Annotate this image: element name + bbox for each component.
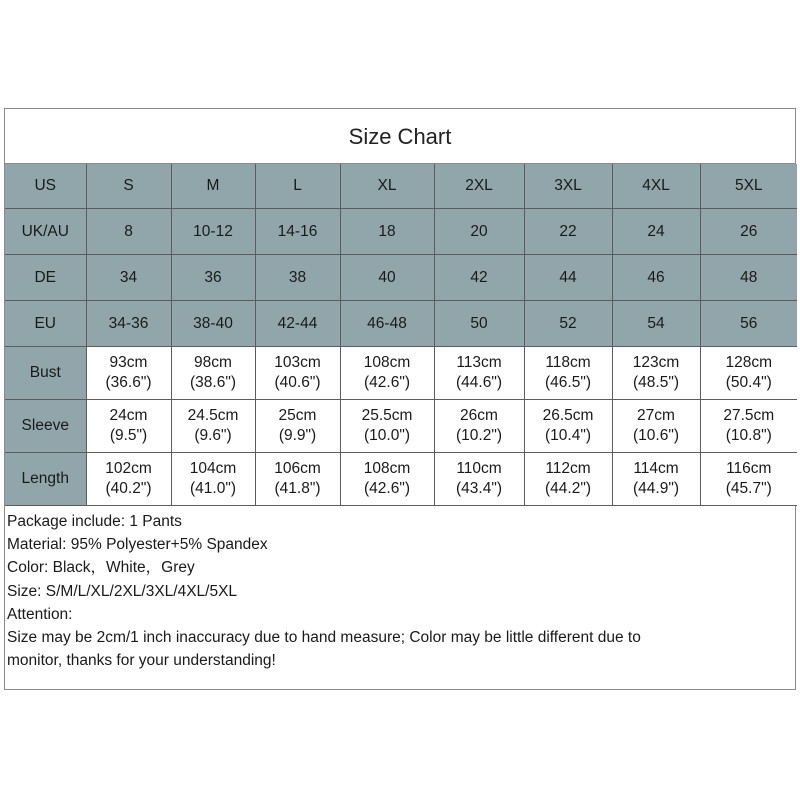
inch-value: (10.6") — [633, 427, 679, 444]
cm-value: 26cm — [460, 407, 498, 424]
row-label: UK/AU — [5, 209, 86, 255]
table-cell — [524, 453, 612, 506]
table-cell: 34 — [86, 255, 171, 301]
table-cell — [700, 347, 797, 400]
cm-value: 104cm — [189, 460, 237, 477]
table-row-sleeve — [5, 400, 797, 453]
table-cell — [255, 453, 340, 506]
cm-value: 128cm — [725, 354, 773, 371]
table-cell — [612, 347, 700, 400]
row-label: EU — [5, 301, 86, 347]
table-cell: M — [171, 164, 255, 209]
inch-value: (43.4") — [456, 480, 502, 497]
table-cell — [524, 400, 612, 453]
table-cell: 14-16 — [255, 209, 340, 255]
table-cell: 4XL — [612, 164, 700, 209]
table-cell: 50 — [434, 301, 524, 347]
table-cell: 36 — [171, 255, 255, 301]
table-cell — [86, 347, 171, 400]
table-row-bust — [5, 347, 797, 400]
table-cell: 54 — [612, 301, 700, 347]
inch-value: (40.2") — [105, 480, 152, 497]
cm-value: 108cm — [363, 460, 411, 477]
table-cell: 42 — [434, 255, 524, 301]
row-label: DE — [5, 255, 86, 301]
cm-value: 106cm — [274, 460, 321, 477]
cm-value: 24.5cm — [187, 407, 239, 424]
cm-value: 113cm — [456, 354, 502, 371]
table-cell — [171, 453, 255, 506]
table-cell: 20 — [434, 209, 524, 255]
inch-value: (44.6") — [456, 374, 502, 391]
cm-value: 108cm — [363, 354, 411, 371]
inch-value: (44.2") — [545, 480, 591, 497]
cm-value: 27cm — [637, 407, 675, 424]
note-size: Size: S/M/L/XL/2XL/3XL/4XL/5XL — [7, 582, 238, 600]
table-cell — [434, 453, 524, 506]
inch-value: (46.5") — [545, 374, 591, 391]
cm-value: 26.5cm — [542, 407, 594, 424]
table-cell — [340, 400, 434, 453]
note-attention-line-2: monitor, thanks for your understanding! — [7, 652, 276, 670]
cm-value: 110cm — [456, 460, 502, 477]
table-cell: 24 — [612, 209, 700, 255]
table-cell — [86, 400, 171, 453]
chart-title: Size Chart — [5, 109, 795, 164]
table-cell — [612, 400, 700, 453]
note-package: Package include: 1 Pants — [7, 513, 182, 530]
table-row-uk-au — [5, 209, 797, 255]
table-row-us — [5, 164, 797, 209]
cm-value: 118cm — [545, 354, 591, 371]
inch-value: (36.6") — [105, 374, 152, 391]
table-cell: 44 — [524, 255, 612, 301]
cm-value: 25.5cm — [361, 407, 413, 424]
table-row-length — [5, 453, 797, 506]
table-cell: 52 — [524, 301, 612, 347]
cm-value: 116cm — [726, 460, 772, 477]
inch-value: (10.8") — [725, 427, 772, 444]
table-cell — [340, 347, 434, 400]
table-cell: 56 — [700, 301, 797, 347]
table-row-eu — [5, 301, 797, 347]
note-color: Color: Black，White，Grey — [7, 559, 195, 577]
table-cell: S — [86, 164, 171, 209]
cm-value: 24cm — [109, 407, 148, 424]
inch-value: (9.9") — [278, 427, 317, 444]
inch-value: (10.2") — [456, 427, 502, 444]
table-cell: 38-40 — [171, 301, 255, 347]
inch-value: (42.6") — [364, 480, 410, 497]
product-notes — [5, 506, 795, 672]
inch-value: (48.5") — [633, 374, 679, 391]
table-cell: 5XL — [700, 164, 797, 209]
inch-value: (9.5") — [109, 427, 148, 444]
row-label: Length — [5, 453, 86, 506]
row-label: US — [5, 164, 86, 209]
table-cell — [171, 347, 255, 400]
inch-value: (38.6") — [190, 374, 236, 391]
table-cell — [524, 347, 612, 400]
inch-value: (45.7") — [725, 480, 772, 497]
size-table — [5, 164, 797, 506]
table-cell: 38 — [255, 255, 340, 301]
table-cell: 40 — [340, 255, 434, 301]
table-cell — [612, 453, 700, 506]
table-cell: 48 — [700, 255, 797, 301]
inch-value: (41.0") — [190, 480, 236, 497]
inch-value: (50.4") — [725, 374, 772, 391]
inch-value: (10.4") — [545, 427, 591, 444]
note-material: Material: 95% Polyester+5% Spandex — [7, 536, 268, 554]
table-cell: 2XL — [434, 164, 524, 209]
table-cell: L — [255, 164, 340, 209]
inch-value: (10.0") — [364, 427, 410, 444]
inch-value: (41.8") — [274, 480, 321, 497]
table-cell — [700, 400, 797, 453]
table-cell: XL — [340, 164, 434, 209]
table-cell: 34-36 — [86, 301, 171, 347]
cm-value: 123cm — [632, 354, 680, 371]
table-cell — [434, 347, 524, 400]
cm-value: 98cm — [194, 354, 232, 371]
table-cell: 10-12 — [171, 209, 255, 255]
cm-value: 27.5cm — [723, 407, 775, 424]
row-label: Bust — [5, 347, 86, 400]
note-attention-heading: Attention: — [7, 605, 73, 623]
row-label: Sleeve — [5, 400, 86, 453]
table-cell — [255, 347, 340, 400]
table-row-de — [5, 255, 797, 301]
table-cell: 3XL — [524, 164, 612, 209]
table-cell — [434, 400, 524, 453]
inch-value: (44.9") — [633, 480, 679, 497]
table-cell: 18 — [340, 209, 434, 255]
size-chart-sheet — [4, 108, 796, 690]
table-cell — [171, 400, 255, 453]
note-attention-line-1: Size may be 2cm/1 inch inaccuracy due to hand measure; Color may be little different due to — [7, 629, 641, 647]
table-cell — [340, 453, 434, 506]
inch-value: (40.6") — [274, 374, 321, 391]
table-cell — [86, 453, 171, 506]
inch-value: (42.6") — [364, 374, 410, 391]
cm-value: 103cm — [274, 354, 321, 371]
table-cell — [700, 453, 797, 506]
cm-value: 102cm — [105, 460, 152, 477]
cm-value: 112cm — [545, 460, 591, 477]
table-cell: 46-48 — [340, 301, 434, 347]
table-cell: 26 — [700, 209, 797, 255]
cm-value: 93cm — [109, 354, 148, 371]
table-cell — [255, 400, 340, 453]
cm-value: 114cm — [633, 460, 679, 477]
table-cell: 42-44 — [255, 301, 340, 347]
inch-value: (9.6") — [194, 427, 232, 444]
table-cell: 22 — [524, 209, 612, 255]
table-cell: 8 — [86, 209, 171, 255]
table-cell: 46 — [612, 255, 700, 301]
cm-value: 25cm — [278, 407, 317, 424]
